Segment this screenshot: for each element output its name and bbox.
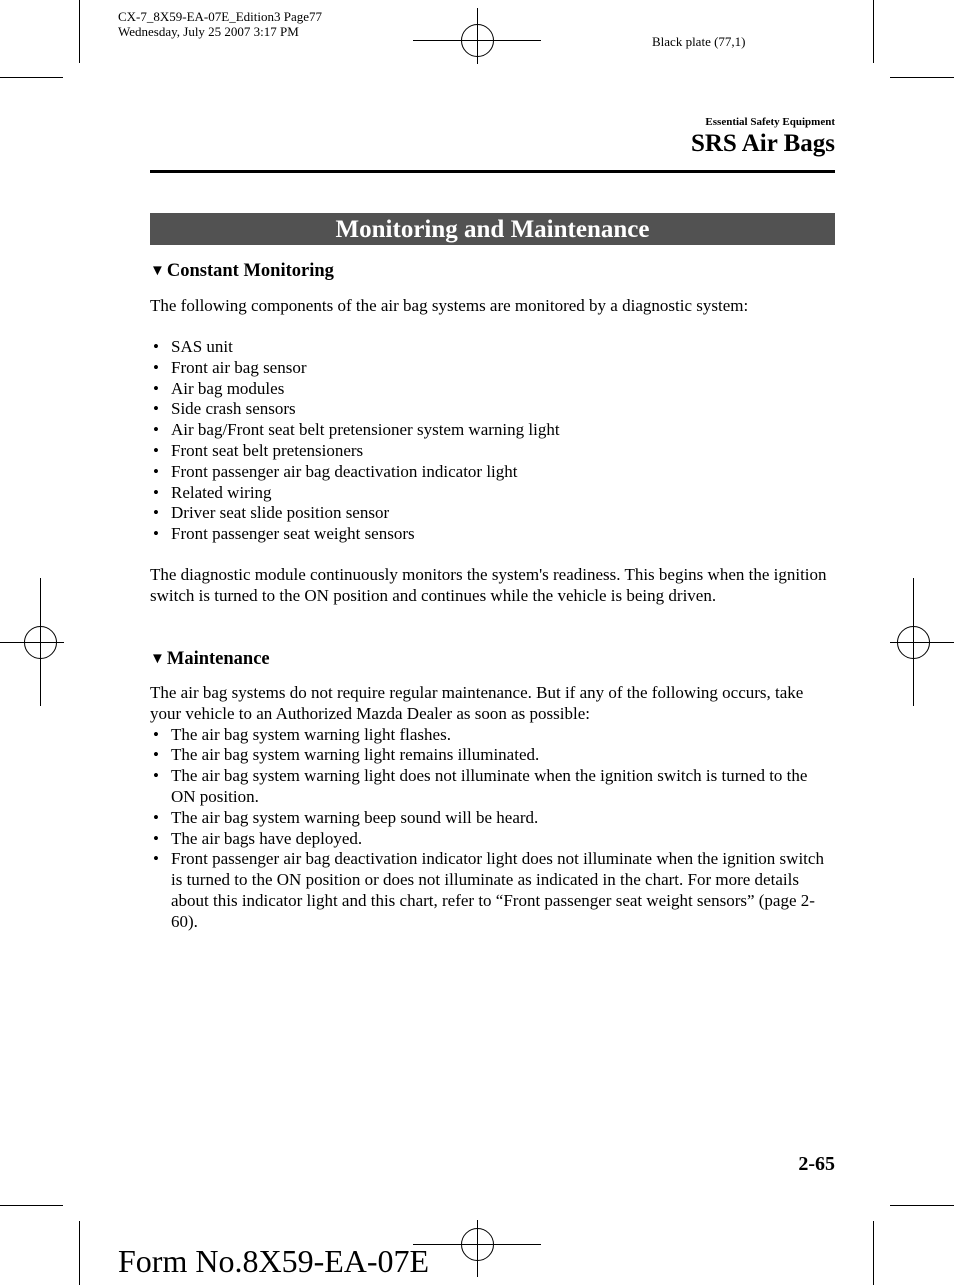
section-title: SRS Air Bags xyxy=(690,130,835,157)
print-info-date: Wednesday, July 25 2007 3:17 PM xyxy=(118,24,299,39)
constant-monitoring-intro: The following components of the air bag systems are monitored by a diagnostic system: xyxy=(150,296,749,315)
list-item: • The air bag system warning beep sound will be heard. xyxy=(150,808,836,829)
list-item: • The air bags have deployed. xyxy=(150,829,836,850)
list-item: • The air bag system warning light does not illuminate when the ignition switch is turned to the ON position. xyxy=(150,766,836,808)
list-item: • Front air bag sensor xyxy=(150,358,836,379)
form-number: Form No.8X59-EA-07E xyxy=(118,1243,430,1279)
page-title-banner: Monitoring and Maintenance xyxy=(150,213,835,245)
list-item: • Air bag modules xyxy=(150,379,836,400)
maintenance-heading-text: Maintenance xyxy=(166,649,270,669)
list-item: • Front passenger seat weight sensors xyxy=(150,524,836,545)
list-item: • Side crash sensors xyxy=(150,399,836,420)
triangle-down-icon: ▼ xyxy=(150,651,165,667)
page-number: 2-65 xyxy=(798,1153,835,1175)
list-item: • Front seat belt pretensioners xyxy=(150,441,836,462)
maintenance-conditions-list xyxy=(150,725,836,933)
list-item: • The air bag system warning light remains illuminated. xyxy=(150,745,836,766)
list-item: • Front passenger air bag deactivation indicator light does not illuminate when the ignition switch is turned to the ON position or does not illuminate as indicated in the chart. For more details about this indicator light and this chart, refer to “Front passenger seat weight sensors” (page 2-60). xyxy=(150,849,836,932)
maintenance-heading xyxy=(150,649,836,670)
plate-label: Black plate (77,1) xyxy=(652,34,746,49)
list-item: • SAS unit xyxy=(150,337,836,358)
list-item: • Driver seat slide position sensor xyxy=(150,503,836,524)
constant-monitoring-closing: The diagnostic module continuously monitors the system's readiness. This begins when the ignition switch is turned to the ON position and continues while the vehicle is being driven. xyxy=(150,565,827,605)
header-rule xyxy=(150,170,835,173)
list-item: • Front passenger air bag deactivation indicator light xyxy=(150,462,836,483)
print-info xyxy=(118,9,322,39)
maintenance-body xyxy=(150,683,836,933)
monitored-components-list xyxy=(150,337,836,545)
list-item: • Air bag/Front seat belt pretensioner system warning light xyxy=(150,420,836,441)
maintenance-intro: The air bag systems do not require regular maintenance. But if any of the following occurs, take your vehicle to an Authorized Mazda Dealer as soon as possible: xyxy=(150,683,804,723)
list-item: • The air bag system warning light flashes. xyxy=(150,725,836,746)
list-item: • Related wiring xyxy=(150,483,836,504)
print-info-file: CX-7_8X59-EA-07E_Edition3 Page77 xyxy=(118,9,323,24)
triangle-down-icon: ▼ xyxy=(150,263,165,279)
constant-monitoring-heading xyxy=(150,261,836,282)
constant-monitoring-heading-text: Constant Monitoring xyxy=(166,261,334,281)
chapter-title: Essential Safety Equipment xyxy=(705,116,835,128)
